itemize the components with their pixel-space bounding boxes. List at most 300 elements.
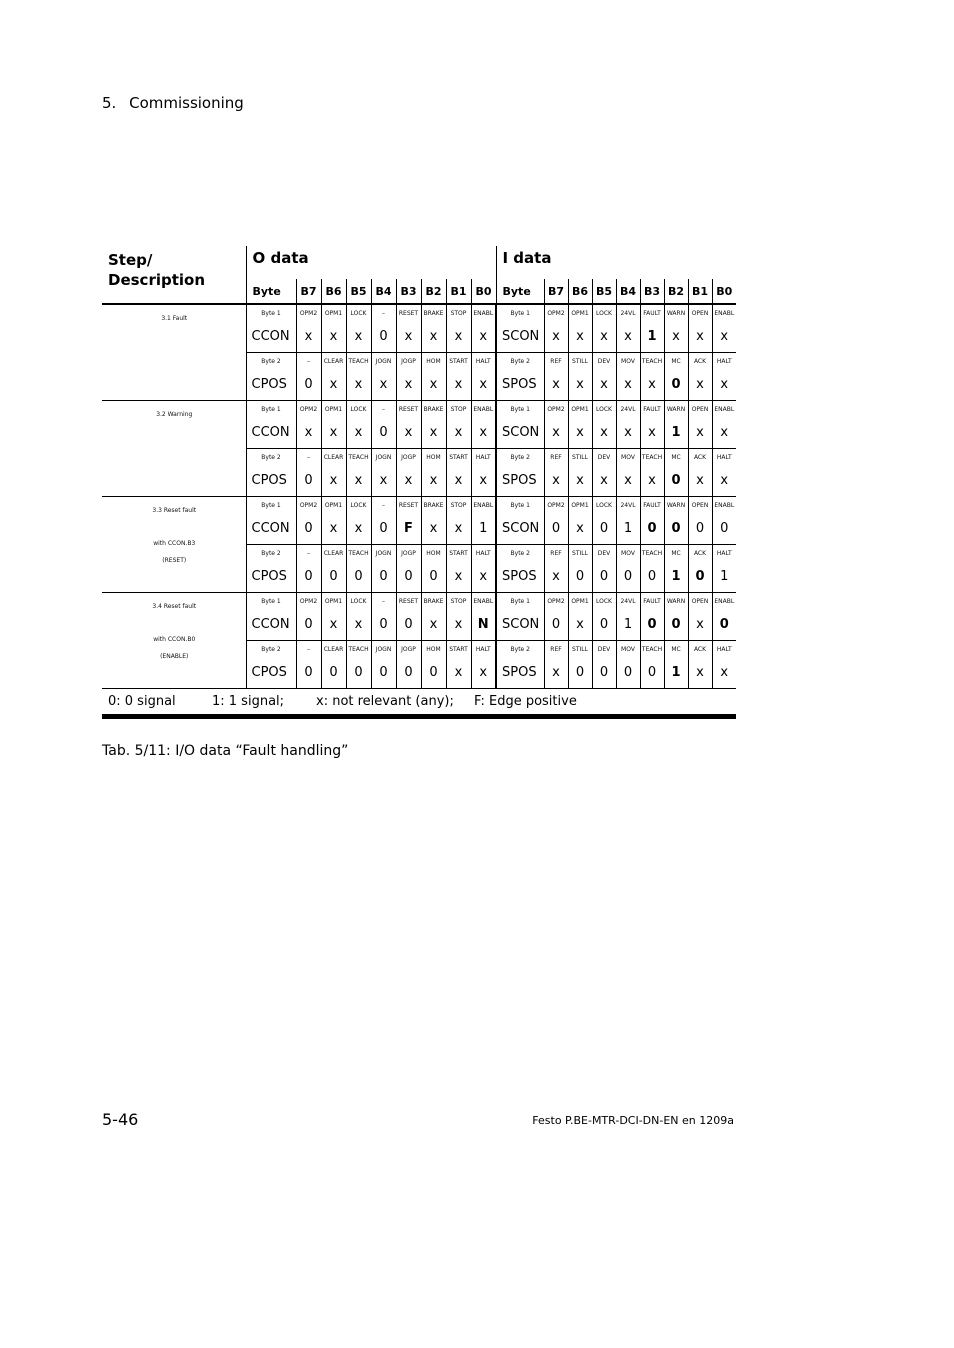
spos-bit-label: HALT xyxy=(712,353,736,370)
ccon-bit-label: OPM1 xyxy=(321,304,346,321)
cpos-value: x xyxy=(346,369,371,401)
register-name: SCON xyxy=(496,609,544,641)
cpos-bit-label: START xyxy=(446,449,471,466)
spos-value: x xyxy=(544,369,568,401)
register-name: CPOS xyxy=(246,657,296,689)
spos-bit-label: STILL xyxy=(568,641,592,658)
cpos-value: x xyxy=(446,561,471,593)
spos-bit-label: HALT xyxy=(712,545,736,562)
scon-bit-label: WARN xyxy=(664,401,688,418)
spos-value: x xyxy=(640,369,664,401)
cpos-bit-label: CLEAR xyxy=(321,449,346,466)
scon-value: 0 xyxy=(592,513,616,545)
step-description xyxy=(102,593,246,689)
spos-bit-label: DEV xyxy=(592,545,616,562)
spos-bit-label: MC xyxy=(664,641,688,658)
ccon-value: x xyxy=(396,417,421,449)
ccon-bit-label: ENABL xyxy=(471,304,496,321)
spos-bit-label: TEACH xyxy=(640,449,664,466)
cpos-bit-label: CLEAR xyxy=(321,353,346,370)
cpos-bit-label: – xyxy=(296,353,321,370)
register-name: CPOS xyxy=(246,369,296,401)
byte-label: Byte 2 xyxy=(246,353,296,370)
scon-bit-label: WARN xyxy=(664,593,688,610)
table-caption: Tab. 5/11: I/O data “Fault handling” xyxy=(102,743,349,759)
spos-bit-label: MOV xyxy=(616,449,640,466)
scon-bit-label: OPM1 xyxy=(568,497,592,514)
scon-value: x xyxy=(616,321,640,353)
o-bit-header: B5 xyxy=(346,279,371,304)
ccon-value: N xyxy=(471,609,496,641)
spos-value: x xyxy=(712,369,736,401)
cpos-bit-label: – xyxy=(296,545,321,562)
cpos-bit-label: HOM xyxy=(421,545,446,562)
scon-value: 1 xyxy=(616,513,640,545)
ccon-value: x xyxy=(321,321,346,353)
ccon-bit-label: – xyxy=(371,497,396,514)
i-bit-header: B7 xyxy=(544,279,568,304)
step-title: 3.1 Fault xyxy=(161,315,188,322)
scon-bit-label: 24VL xyxy=(616,593,640,610)
spos-value: 0 xyxy=(616,657,640,689)
scon-bit-label: OPM2 xyxy=(544,401,568,418)
ccon-bit-label: OPM1 xyxy=(321,593,346,610)
cpos-value: 0 xyxy=(321,657,346,689)
ccon-bit-label: ENABL xyxy=(471,593,496,610)
spos-bit-label: ACK xyxy=(688,449,712,466)
i-bit-header: B6 xyxy=(568,279,592,304)
cpos-value: 0 xyxy=(371,561,396,593)
cpos-value: x xyxy=(471,465,496,497)
cpos-bit-label: HALT xyxy=(471,449,496,466)
spos-value: 1 xyxy=(712,561,736,593)
cpos-value: 0 xyxy=(296,561,321,593)
register-name: CCON xyxy=(246,609,296,641)
cpos-value: x xyxy=(321,369,346,401)
scon-bit-label: FAULT xyxy=(640,401,664,418)
cpos-bit-label: START xyxy=(446,353,471,370)
ccon-value: x xyxy=(471,417,496,449)
i-bit-header: B2 xyxy=(664,279,688,304)
spos-value: x xyxy=(616,369,640,401)
ccon-value: x xyxy=(346,609,371,641)
scon-value: x xyxy=(688,417,712,449)
spos-bit-label: MOV xyxy=(616,641,640,658)
ccon-bit-label: LOCK xyxy=(346,593,371,610)
ccon-bit-label: BRAKE xyxy=(421,401,446,418)
io-data-table xyxy=(102,246,736,719)
o-bit-header: B2 xyxy=(421,279,446,304)
cpos-value: x xyxy=(446,465,471,497)
register-name: SPOS xyxy=(496,561,544,593)
scon-bit-label: ENABL xyxy=(712,593,736,610)
scon-bit-label: OPEN xyxy=(688,497,712,514)
scon-value: x xyxy=(616,417,640,449)
spos-value: x xyxy=(688,369,712,401)
scon-value: x xyxy=(592,321,616,353)
spos-value: 1 xyxy=(664,657,688,689)
register-name: CCON xyxy=(246,321,296,353)
ccon-value: 0 xyxy=(371,321,396,353)
cpos-value: 0 xyxy=(421,657,446,689)
step-title: 3.4 Reset fault xyxy=(152,603,197,610)
step-note: (ENABLE) xyxy=(160,653,189,660)
scon-value: x xyxy=(688,321,712,353)
ccon-bit-label: STOP xyxy=(446,497,471,514)
i-bit-header: B1 xyxy=(688,279,712,304)
register-name: SPOS xyxy=(496,657,544,689)
i-bit-header: B4 xyxy=(616,279,640,304)
cpos-value: 0 xyxy=(296,657,321,689)
cpos-bit-label: HOM xyxy=(421,353,446,370)
spos-bit-label: REF xyxy=(544,545,568,562)
ccon-bit-label: STOP xyxy=(446,593,471,610)
scon-bit-label: ENABL xyxy=(712,497,736,514)
spos-value: 0 xyxy=(664,465,688,497)
ccon-value: 0 xyxy=(371,417,396,449)
document-footer: Festo P.BE-MTR-DCI-DN-EN en 1209a xyxy=(532,1114,734,1127)
scon-bit-label: OPEN xyxy=(688,304,712,321)
cpos-value: x xyxy=(396,369,421,401)
scon-value: x xyxy=(592,417,616,449)
byte-label: Byte 1 xyxy=(246,401,296,418)
ccon-bit-label: BRAKE xyxy=(421,497,446,514)
legend-item: 1: 1 signal; xyxy=(212,694,285,709)
cpos-bit-label: HALT xyxy=(471,641,496,658)
step-title: 3.2 Warning xyxy=(156,411,193,418)
spos-bit-label: REF xyxy=(544,353,568,370)
spos-value: x xyxy=(544,465,568,497)
scon-value: x xyxy=(568,513,592,545)
ccon-bit-label: – xyxy=(371,304,396,321)
scon-bit-label: ENABL xyxy=(712,401,736,418)
legend-item: 0: 0 signal xyxy=(108,694,176,709)
cpos-bit-label: HALT xyxy=(471,353,496,370)
register-name: SCON xyxy=(496,417,544,449)
cpos-value: x xyxy=(371,465,396,497)
i-byte-header: Byte xyxy=(496,279,544,304)
cpos-bit-label: START xyxy=(446,545,471,562)
cpos-bit-label: START xyxy=(446,641,471,658)
i-data-title: I data xyxy=(496,246,736,279)
ccon-bit-label: STOP xyxy=(446,304,471,321)
ccon-bit-label: BRAKE xyxy=(421,593,446,610)
register-name: SCON xyxy=(496,513,544,545)
spos-bit-label: DEV xyxy=(592,449,616,466)
spos-value: 0 xyxy=(568,657,592,689)
spos-bit-label: TEACH xyxy=(640,545,664,562)
legend-item: F: Edge positive xyxy=(474,694,577,709)
spos-value: 0 xyxy=(664,369,688,401)
ccon-bit-label: STOP xyxy=(446,401,471,418)
ccon-value: 0 xyxy=(296,513,321,545)
scon-value: 0 xyxy=(712,513,736,545)
spos-bit-label: MOV xyxy=(616,545,640,562)
cpos-value: 0 xyxy=(346,657,371,689)
ccon-bit-label: ENABL xyxy=(471,401,496,418)
spos-bit-label: ACK xyxy=(688,641,712,658)
spos-value: x xyxy=(568,465,592,497)
spos-bit-label: MC xyxy=(664,449,688,466)
spos-value: 0 xyxy=(592,657,616,689)
spos-bit-label: DEV xyxy=(592,353,616,370)
spos-bit-label: HALT xyxy=(712,449,736,466)
scon-bit-label: LOCK xyxy=(592,304,616,321)
spos-value: x xyxy=(616,465,640,497)
scon-bit-label: FAULT xyxy=(640,593,664,610)
scon-value: x xyxy=(712,417,736,449)
scon-bit-label: ENABL xyxy=(712,304,736,321)
page-number: 5-46 xyxy=(102,1110,139,1129)
o-data-title: O data xyxy=(246,246,496,279)
ccon-value: x xyxy=(446,417,471,449)
ccon-value: x xyxy=(471,321,496,353)
ccon-bit-label: OPM1 xyxy=(321,401,346,418)
i-bit-header: B5 xyxy=(592,279,616,304)
scon-bit-label: LOCK xyxy=(592,401,616,418)
step-description xyxy=(102,304,246,401)
scon-value: 0 xyxy=(664,609,688,641)
spos-value: x xyxy=(688,657,712,689)
spos-bit-label: MOV xyxy=(616,353,640,370)
ccon-bit-label: OPM2 xyxy=(296,401,321,418)
cpos-bit-label: TEACH xyxy=(346,545,371,562)
cpos-value: 0 xyxy=(296,369,321,401)
ccon-value: x xyxy=(296,417,321,449)
o-bit-header: B4 xyxy=(371,279,396,304)
spos-bit-label: ACK xyxy=(688,353,712,370)
ccon-bit-label: BRAKE xyxy=(421,304,446,321)
scon-bit-label: OPM2 xyxy=(544,497,568,514)
ccon-value: 0 xyxy=(296,609,321,641)
register-name: SCON xyxy=(496,321,544,353)
step-description xyxy=(102,497,246,593)
ccon-value: F xyxy=(396,513,421,545)
cpos-value: x xyxy=(446,657,471,689)
cpos-value: x xyxy=(471,369,496,401)
spos-bit-label: STILL xyxy=(568,353,592,370)
scon-value: 1 xyxy=(640,321,664,353)
spos-value: x xyxy=(592,369,616,401)
byte-label: Byte 1 xyxy=(496,304,544,321)
spos-bit-label: REF xyxy=(544,449,568,466)
cpos-bit-label: HOM xyxy=(421,641,446,658)
byte-label: Byte 1 xyxy=(246,304,296,321)
register-name: CPOS xyxy=(246,561,296,593)
ccon-value: 0 xyxy=(371,609,396,641)
scon-value: x xyxy=(544,417,568,449)
ccon-bit-label: RESET xyxy=(396,593,421,610)
byte-label: Byte 2 xyxy=(246,545,296,562)
scon-bit-label: 24VL xyxy=(616,497,640,514)
cpos-bit-label: JOGP xyxy=(396,641,421,658)
scon-bit-label: LOCK xyxy=(592,497,616,514)
cpos-bit-label: HALT xyxy=(471,545,496,562)
spos-value: x xyxy=(544,561,568,593)
spos-value: 0 xyxy=(616,561,640,593)
ccon-bit-label: OPM1 xyxy=(321,497,346,514)
cpos-bit-label: – xyxy=(296,641,321,658)
scon-value: 0 xyxy=(640,609,664,641)
cpos-value: x xyxy=(396,465,421,497)
spos-bit-label: REF xyxy=(544,641,568,658)
cpos-value: 0 xyxy=(421,561,446,593)
ccon-value: x xyxy=(321,417,346,449)
scon-bit-label: OPEN xyxy=(688,593,712,610)
cpos-bit-label: JOGN xyxy=(371,353,396,370)
spos-bit-label: STILL xyxy=(568,449,592,466)
scon-value: x xyxy=(568,321,592,353)
spos-value: x xyxy=(712,465,736,497)
spos-value: 0 xyxy=(592,561,616,593)
cpos-value: x xyxy=(321,465,346,497)
spos-bit-label: ACK xyxy=(688,545,712,562)
cpos-bit-label: JOGN xyxy=(371,545,396,562)
ccon-value: x xyxy=(296,321,321,353)
cpos-bit-label: JOGP xyxy=(396,353,421,370)
spos-bit-label: TEACH xyxy=(640,641,664,658)
cpos-value: x xyxy=(421,465,446,497)
spos-bit-label: STILL xyxy=(568,545,592,562)
spos-bit-label: MC xyxy=(664,353,688,370)
register-name: CCON xyxy=(246,417,296,449)
spos-bit-label: TEACH xyxy=(640,353,664,370)
scon-bit-label: OPM1 xyxy=(568,593,592,610)
ccon-value: x xyxy=(321,609,346,641)
ccon-value: x xyxy=(421,609,446,641)
cpos-bit-label: HOM xyxy=(421,449,446,466)
ccon-bit-label: OPM2 xyxy=(296,593,321,610)
o-byte-header: Byte xyxy=(246,279,296,304)
scon-value: 0 xyxy=(688,513,712,545)
step-note: (RESET) xyxy=(162,557,187,564)
spos-value: x xyxy=(640,465,664,497)
spos-bit-label: MC xyxy=(664,545,688,562)
ccon-bit-label: LOCK xyxy=(346,304,371,321)
scon-bit-label: LOCK xyxy=(592,593,616,610)
scon-value: x xyxy=(568,609,592,641)
scon-value: 0 xyxy=(712,609,736,641)
scon-bit-label: OPM1 xyxy=(568,304,592,321)
cpos-bit-label: TEACH xyxy=(346,353,371,370)
chapter-heading xyxy=(102,94,244,112)
cpos-value: 0 xyxy=(396,561,421,593)
scon-bit-label: OPM2 xyxy=(544,304,568,321)
spos-value: x xyxy=(712,657,736,689)
cpos-value: x xyxy=(421,369,446,401)
cpos-value: 0 xyxy=(321,561,346,593)
ccon-value: x xyxy=(446,609,471,641)
ccon-value: x xyxy=(421,417,446,449)
ccon-value: x xyxy=(446,513,471,545)
spos-value: 0 xyxy=(640,561,664,593)
cpos-value: 0 xyxy=(396,657,421,689)
legend-item: x: not relevant (any); xyxy=(316,694,454,709)
scon-value: x xyxy=(568,417,592,449)
spos-value: 1 xyxy=(664,561,688,593)
spos-value: x xyxy=(688,465,712,497)
ccon-bit-label: OPM2 xyxy=(296,304,321,321)
cpos-value: x xyxy=(371,369,396,401)
register-name: SPOS xyxy=(496,465,544,497)
cpos-bit-label: CLEAR xyxy=(321,641,346,658)
scon-bit-label: 24VL xyxy=(616,304,640,321)
cpos-bit-label: TEACH xyxy=(346,449,371,466)
scon-value: 0 xyxy=(592,609,616,641)
scon-bit-label: OPM2 xyxy=(544,593,568,610)
ccon-value: x xyxy=(346,321,371,353)
ccon-value: x xyxy=(421,513,446,545)
cpos-bit-label: TEACH xyxy=(346,641,371,658)
step-note: with CCON.B0 xyxy=(153,636,196,643)
ccon-bit-label: – xyxy=(371,401,396,418)
cpos-value: x xyxy=(446,369,471,401)
scon-bit-label: OPEN xyxy=(688,401,712,418)
ccon-value: 1 xyxy=(471,513,496,545)
scon-value: x xyxy=(544,321,568,353)
ccon-value: 0 xyxy=(371,513,396,545)
ccon-bit-label: OPM2 xyxy=(296,497,321,514)
scon-bit-label: FAULT xyxy=(640,304,664,321)
o-bit-header: B0 xyxy=(471,279,496,304)
cpos-value: 0 xyxy=(371,657,396,689)
scon-value: 0 xyxy=(544,609,568,641)
byte-label: Byte 2 xyxy=(496,353,544,370)
ccon-bit-label: – xyxy=(371,593,396,610)
byte-label: Byte 2 xyxy=(496,449,544,466)
spos-value: x xyxy=(568,369,592,401)
byte-label: Byte 1 xyxy=(496,497,544,514)
cpos-value: 0 xyxy=(296,465,321,497)
byte-label: Byte 1 xyxy=(496,401,544,418)
ccon-value: x xyxy=(321,513,346,545)
spos-value: 0 xyxy=(688,561,712,593)
ccon-bit-label: LOCK xyxy=(346,497,371,514)
cpos-value: x xyxy=(471,561,496,593)
scon-bit-label: WARN xyxy=(664,497,688,514)
step-header-line: Description xyxy=(108,271,206,289)
ccon-value: x xyxy=(346,417,371,449)
cpos-bit-label: JOGN xyxy=(371,449,396,466)
o-bit-header: B6 xyxy=(321,279,346,304)
spos-bit-label: HALT xyxy=(712,641,736,658)
spos-bit-label: DEV xyxy=(592,641,616,658)
ccon-bit-label: LOCK xyxy=(346,401,371,418)
cpos-bit-label: JOGN xyxy=(371,641,396,658)
o-bit-header: B3 xyxy=(396,279,421,304)
step-description-header xyxy=(102,246,246,304)
spos-value: x xyxy=(592,465,616,497)
step-header-line: Step/ xyxy=(108,251,153,269)
scon-value: x xyxy=(664,321,688,353)
scon-value: 0 xyxy=(664,513,688,545)
ccon-value: x xyxy=(396,321,421,353)
byte-label: Byte 1 xyxy=(246,497,296,514)
scon-value: x xyxy=(712,321,736,353)
step-note: with CCON.B3 xyxy=(153,540,196,547)
scon-bit-label: 24VL xyxy=(616,401,640,418)
cpos-value: x xyxy=(471,657,496,689)
ccon-value: 0 xyxy=(396,609,421,641)
cpos-bit-label: CLEAR xyxy=(321,545,346,562)
step-description xyxy=(102,401,246,497)
ccon-bit-label: RESET xyxy=(396,497,421,514)
ccon-value: x xyxy=(421,321,446,353)
register-name: CPOS xyxy=(246,465,296,497)
scon-value: 1 xyxy=(664,417,688,449)
scon-value: x xyxy=(640,417,664,449)
byte-label: Byte 1 xyxy=(246,593,296,610)
